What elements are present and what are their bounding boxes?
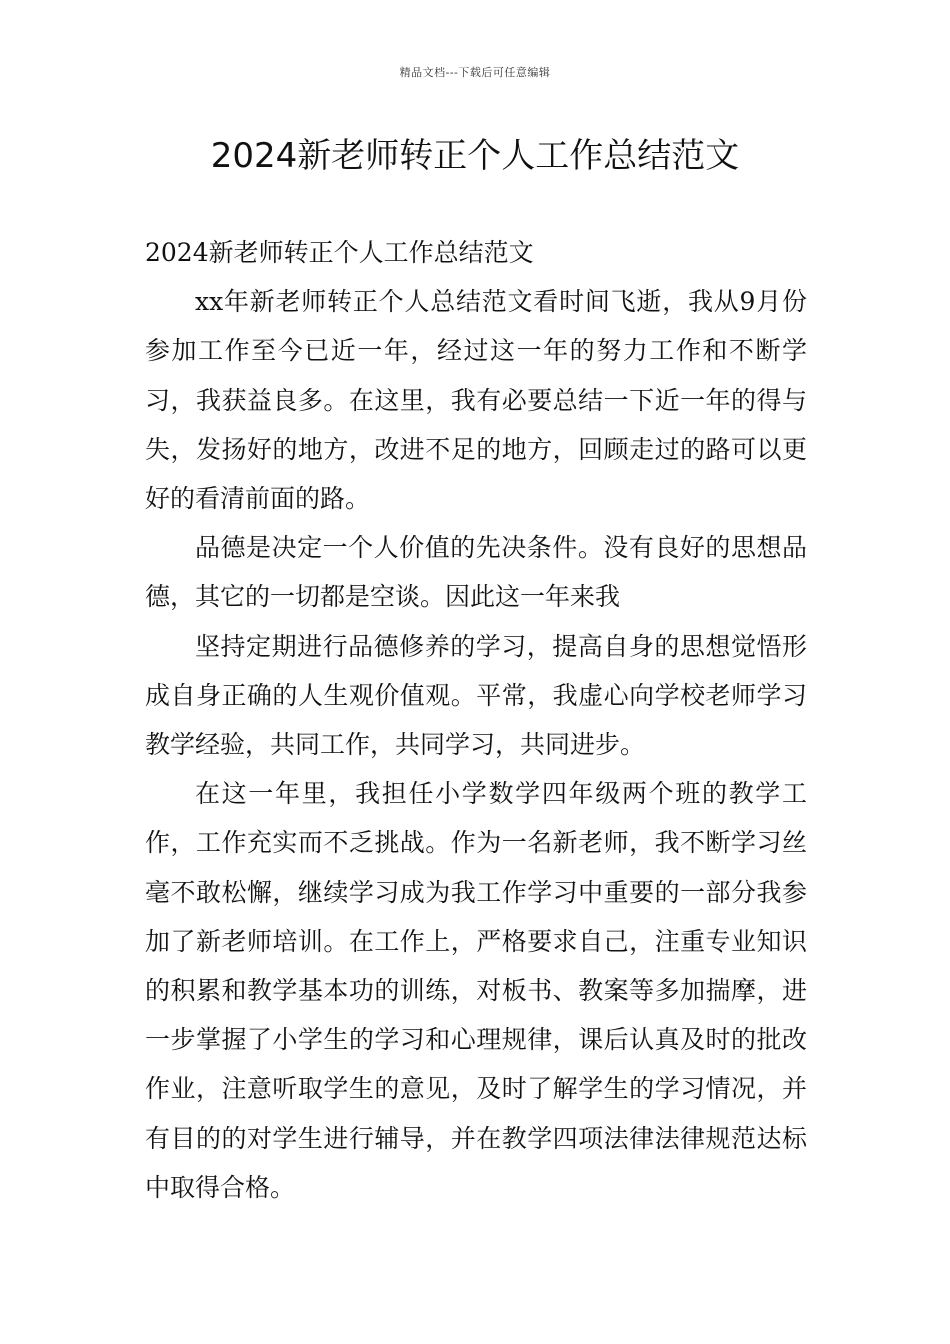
document-body: [145, 228, 807, 1212]
paragraph-study: 坚持定期进行品德修养的学习，提高自身的思想觉悟形成自身正确的人生观价值观。平常，我虚心向学校老师学习教学经验，共同工作，共同学习，共同进步。: [145, 631, 807, 760]
paragraph-teaching: 在这一年里，我担任小学数学四年级两个班的教学工作，工作充实而不乏挑战。作为一名新老师，我不断学习丝毫不敢松懈，继续学习成为我工作学习中重要的一部分我参加了新老师培训。在工作上，严格要求自己，注重专业知识的积累和教学基本功的训练，对板书、教案等多加揣摩，进一步掌握了小学生的学习和心理规律，课后认真及时的批改作业，注意听取学生的意见，及时了解学生的学习情况，并有目的的对学生进行辅导，并在教学四项法律法律规范达标中取得合格。: [145, 779, 807, 1202]
header-note: 精品文档---下载后可任意编辑: [399, 66, 551, 79]
paragraph-intro: xx年新老师转正个人总结范文看时间飞逝，我从9月份参加工作至今已近一年，经过这一年的努力工作和不断学习，我获益良多。在这里，我有必要总结一下近一年的得与失，发扬好的地方，改进不足的地方，回顾走过的路可以更好的看清前面的路。: [145, 287, 807, 514]
document-title: 2024新老师转正个人工作总结范文: [210, 136, 740, 176]
paragraph-character: 品德是决定一个人价值的先决条件。没有良好的思想品德，其它的一切都是空谈。因此这一年来我: [145, 533, 807, 612]
subtitle-paragraph: 2024新老师转正个人工作总结范文: [145, 238, 534, 267]
